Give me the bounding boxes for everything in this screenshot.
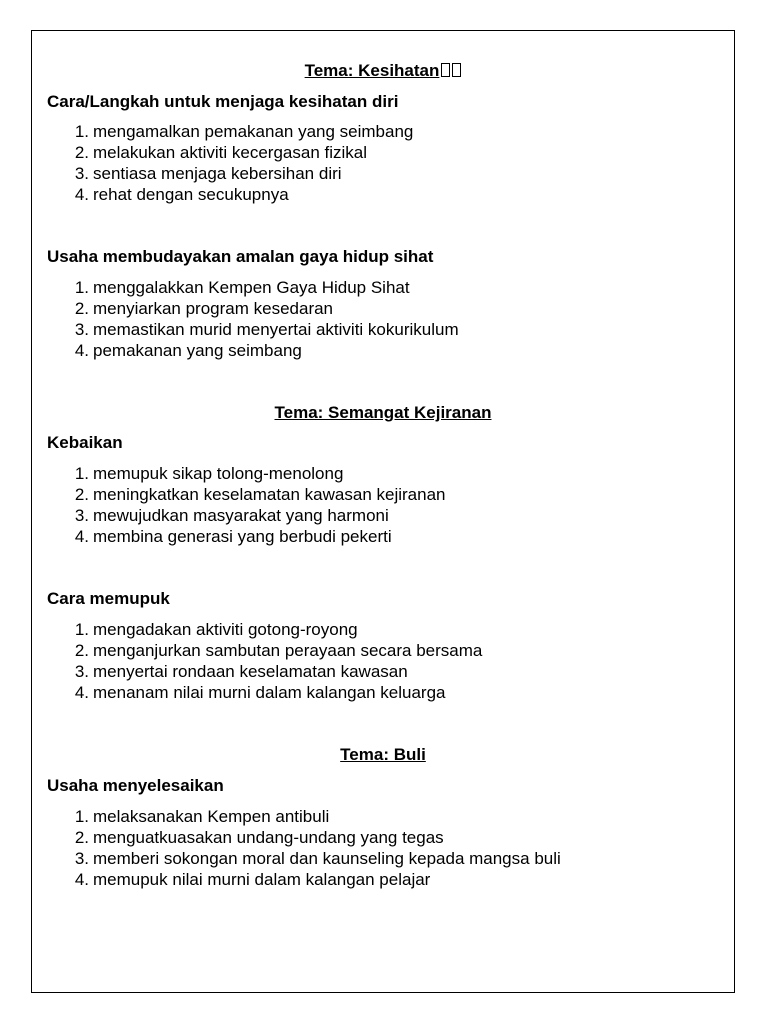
section-heading: Usaha membudayakan amalan gaya hidup sihat <box>47 247 434 266</box>
numbered-list <box>47 277 459 361</box>
list-item: 3. memastikan murid menyertai aktiviti kokurikulum <box>74 320 459 339</box>
list-item: 3. sentiasa menjaga kebersihan diri <box>74 164 342 183</box>
theme-title-kejiranan: Tema: Semangat Kejiranan <box>274 403 492 422</box>
list-item: 1. memupuk sikap tolong-menolong <box>74 464 344 483</box>
theme-title-kesihatan: Tema: Kesihatan <box>32 61 734 81</box>
numbered-list <box>47 806 561 890</box>
list-item: 4. memupuk nilai murni dalam kalangan pelajar <box>74 870 431 889</box>
list-item: 1. mengadakan aktiviti gotong-royong <box>74 620 358 639</box>
section-heading: Cara/Langkah untuk menjaga kesihatan diri <box>47 92 399 111</box>
document-page <box>31 30 735 993</box>
list-item: 1. menggalakkan Kempen Gaya Hidup Sihat <box>74 278 410 297</box>
list-item: 4. rehat dengan secukupnya <box>74 185 289 204</box>
list-item: 4. membina generasi yang berbudi pekerti <box>74 527 392 546</box>
missing-glyph-box-icon <box>452 63 461 77</box>
list-item: 2. melakukan aktiviti kecergasan fizikal <box>74 143 368 162</box>
list-item: 2. menyiarkan program kesedaran <box>74 299 334 318</box>
list-item: 2. menganjurkan sambutan perayaan secara bersama <box>74 641 483 660</box>
list-item: 2. menguatkuasakan undang-undang yang tegas <box>74 828 444 847</box>
numbered-list <box>47 619 482 703</box>
section-heading: Cara memupuk <box>47 589 170 608</box>
list-item: 1. melaksanakan Kempen antibuli <box>74 807 330 826</box>
numbered-list <box>47 121 413 205</box>
theme-title-buli: Tema: Buli <box>340 745 426 764</box>
section-heading: Usaha menyelesaikan <box>47 776 224 795</box>
list-item: 4. pemakanan yang seimbang <box>74 341 302 360</box>
list-item: 3. mewujudkan masyarakat yang harmoni <box>74 506 389 525</box>
list-item: 3. memberi sokongan moral dan kaunseling kepada mangsa buli <box>74 849 561 868</box>
list-item: 1. mengamalkan pemakanan yang seimbang <box>74 122 414 141</box>
numbered-list <box>47 463 445 547</box>
list-item: 4. menanam nilai murni dalam kalangan keluarga <box>74 683 446 702</box>
missing-glyph-box-icon <box>441 63 450 77</box>
list-item: 3. menyertai rondaan keselamatan kawasan <box>74 662 408 681</box>
section-heading: Kebaikan <box>47 433 123 452</box>
list-item: 2. meningkatkan keselamatan kawasan kejiranan <box>74 485 446 504</box>
